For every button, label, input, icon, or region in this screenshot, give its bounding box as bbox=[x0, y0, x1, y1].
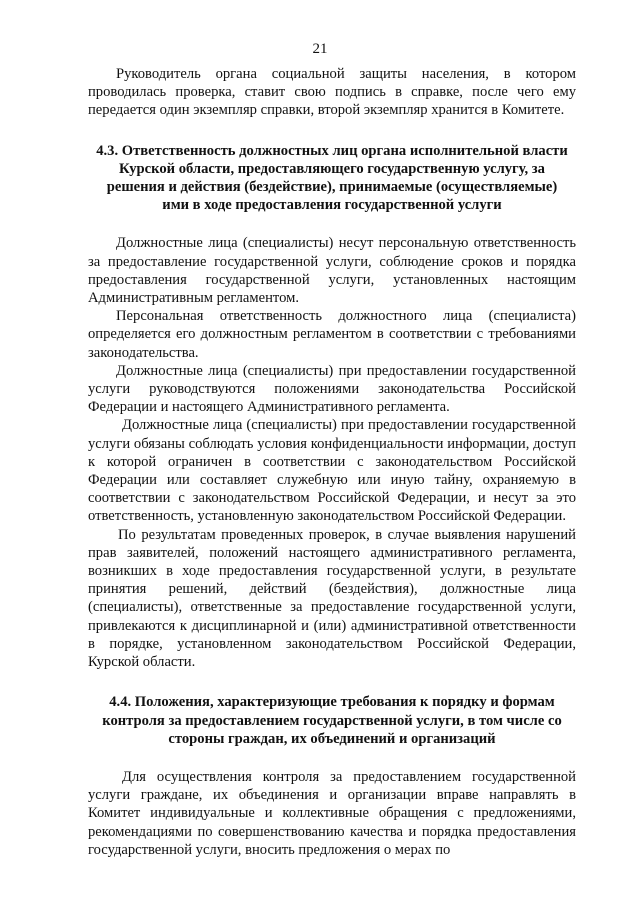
section-heading-4-3: 4.3. Ответственность должностных лиц органа исполнительной власти Курской области, предоставляющего государственную услугу, за решения и действия (бездействие), принимаемые (осуществляемые) ими в ходе предоставления государственной услуги bbox=[96, 142, 568, 214]
section-body-4-4 bbox=[88, 768, 576, 859]
section-4-3-paragraph-1: Должностные лица (специалисты) несут персональную ответственность за предоставление государственной услуги, соблюдение сроков и порядка предоставления государственной услуги, установленных настоящим Административным регламентом. bbox=[88, 235, 576, 307]
section-4-4-paragraph-1: Для осуществления контроля за предоставлением государственной услуги граждане, их объединения и организации вправе направлять в Комитет индивидуальные и коллективные обращения с предложениями, рекомендациями по совершенствованию качества и порядка предоставления государственной услуги, вносить предложения о мерах по bbox=[88, 768, 576, 858]
section-body-4-3 bbox=[88, 234, 576, 671]
section-4-3-paragraph-4: Должностные лица (специалисты) при предоставлении государственной услуги обязаны соблюдать условия конфиденциальности информации, доступ к которой ограничен в соответствии с законодательством Российской Федерации или составляет служебную или иную тайну, охраняемую в соответствии с законодательством Российской Федерации, и несут за это ответственность, установленную законодательством Российской Федерации. bbox=[88, 417, 576, 525]
section-heading-4-4: 4.4. Положения, характеризующие требования к порядку и формам контроля за предоставлением государственной услуги, в том числе со стороны граждан, их объединений и организаций bbox=[102, 694, 562, 747]
page-number: 21 bbox=[312, 41, 328, 57]
section-4-3-paragraph-5: По результатам проведенных проверок, в случае выявления нарушений прав заявителей, положений настоящего административного регламента, возникших в ходе предоставления государственной услуги, в результате принятия решений, действий (бездействия), должностные лица (специалисты), ответственные за предоставление государственной услуги, привлекаются к дисциплинарной и (или) административной ответственности в порядке, установленном законодательством Российской Федерации, Курской области. bbox=[88, 526, 576, 671]
page-content bbox=[88, 65, 576, 859]
intro-paragraph: Руководитель органа социальной защиты населения, в котором проводилась проверка, ставит свою подпись в справке, после чего ему передается один экземпляр справки, второй экземпляр хранится в Комитете. bbox=[88, 66, 576, 119]
section-4-3-paragraph-2: Персональная ответственность должностного лица (специалиста) определяется его должностным регламентом в соответствии с требованиями законодательства. bbox=[88, 308, 576, 361]
section-4-3-paragraph-3: Должностные лица (специалисты) при предоставлении государственной услуги руководствуются положениями законодательства Российской Федерации и настоящего Административного регламента. bbox=[88, 362, 576, 416]
